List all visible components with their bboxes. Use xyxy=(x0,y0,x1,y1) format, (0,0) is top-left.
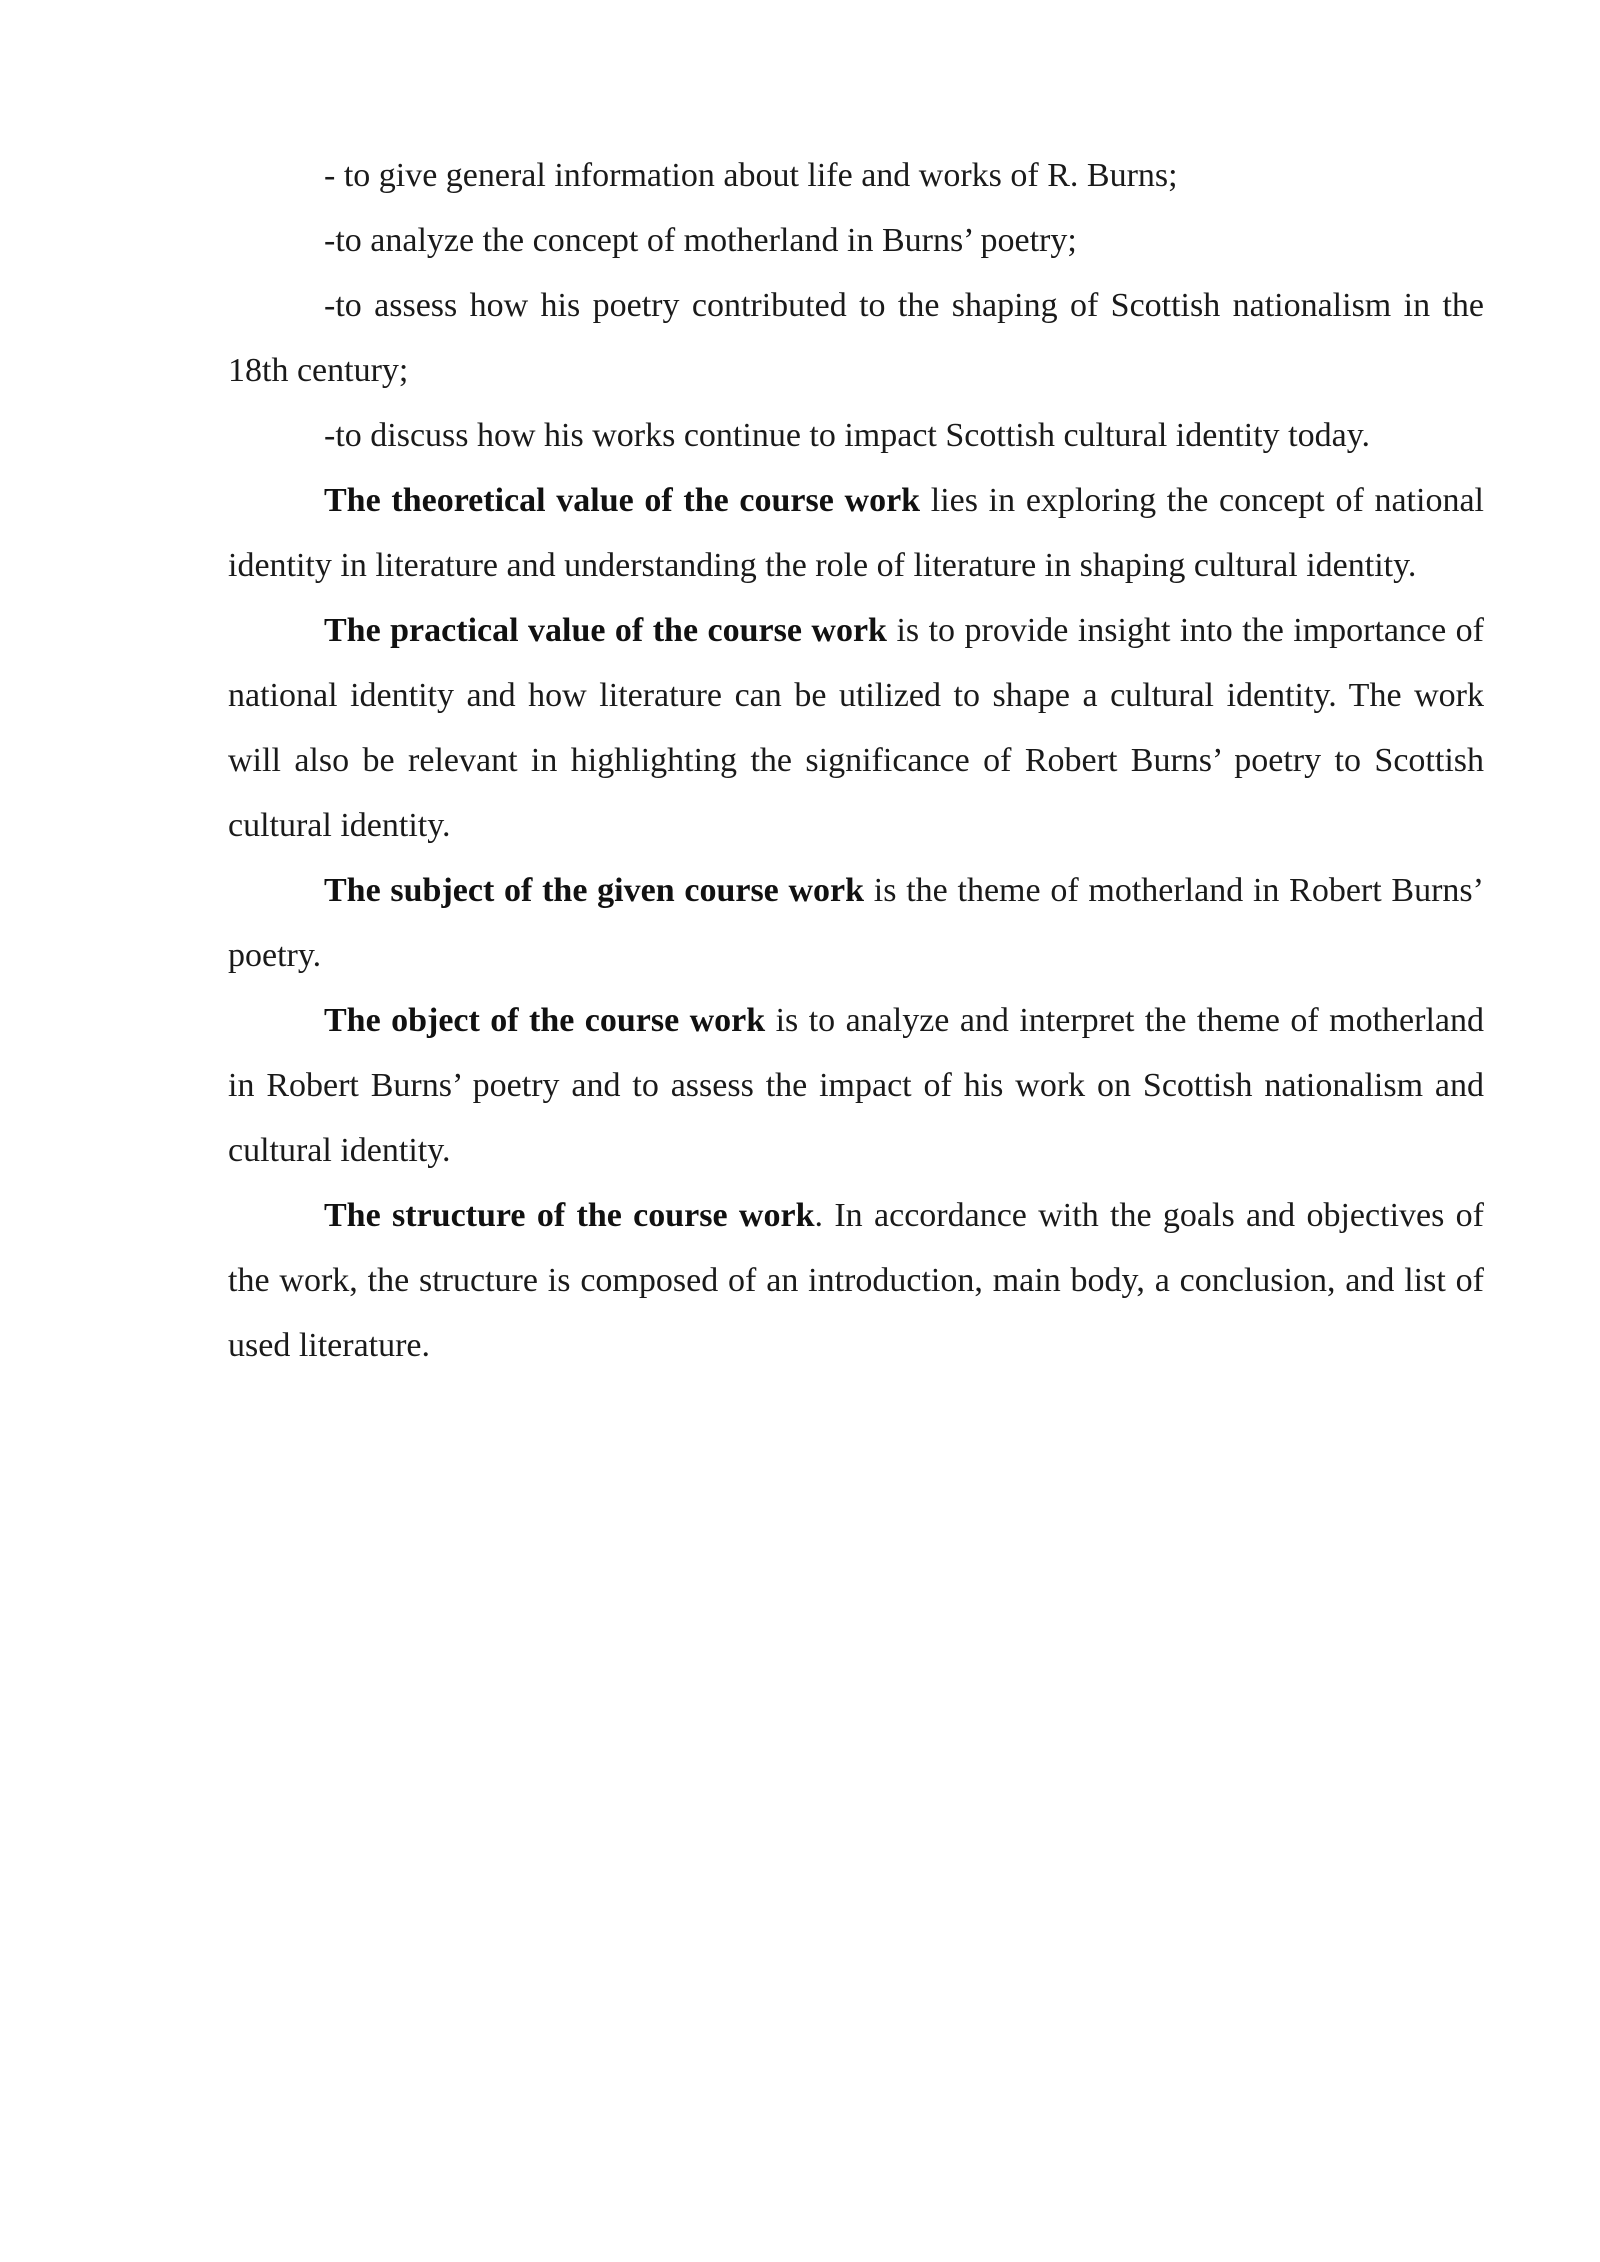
objective-item: -to discuss how his works continue to impact Scottish cultural identity today. xyxy=(324,417,1370,454)
theoretical-value-heading: The theoretical value of the course work xyxy=(324,482,921,519)
structure-heading: The structure of the course work xyxy=(324,1197,815,1234)
object-text: is to analyze and interpret the theme of motherland in Robert Burns’ poetry and to assess the impact of his work on Scottish nationalism and cultural identity. xyxy=(228,1002,1484,1169)
object-heading: The object of the course work xyxy=(324,1002,766,1039)
page-body xyxy=(228,143,1484,1378)
subject-heading: The subject of the given course work xyxy=(324,872,865,909)
structure-text: . In accordance with the goals and objectives of the work, the structure is composed of an introduction, main body, a conclusion, and list of used literature. xyxy=(228,1197,1485,1364)
objective-item: - to give general information about life and works of R. Burns; xyxy=(324,157,1178,194)
objective-item: -to analyze the concept of motherland in Burns’ poetry; xyxy=(324,222,1077,259)
subject-paragraph xyxy=(228,858,1484,988)
structure-paragraph xyxy=(228,1183,1484,1378)
subject-text: is the theme of motherland in Robert Burns’ poetry. xyxy=(228,872,1484,974)
objective-item: -to assess how his poetry contributed to the shaping of Scottish nationalism in the 18th century; xyxy=(228,287,1484,389)
theoretical-value-paragraph xyxy=(228,468,1484,598)
practical-value-heading: The practical value of the course work xyxy=(324,612,887,649)
practical-value-text: is to provide insight into the importance of national identity and how literature can be utilized to shape a cultural identity. The work will also be relevant in highlighting the significance of Robert Burns’ poetry to Scottish cultural identity. xyxy=(228,612,1484,844)
object-paragraph xyxy=(228,988,1484,1183)
practical-value-paragraph xyxy=(228,598,1484,858)
theoretical-value-text: lies in exploring the concept of national identity in literature and understanding the role of literature in shaping cultural identity. xyxy=(228,482,1484,584)
